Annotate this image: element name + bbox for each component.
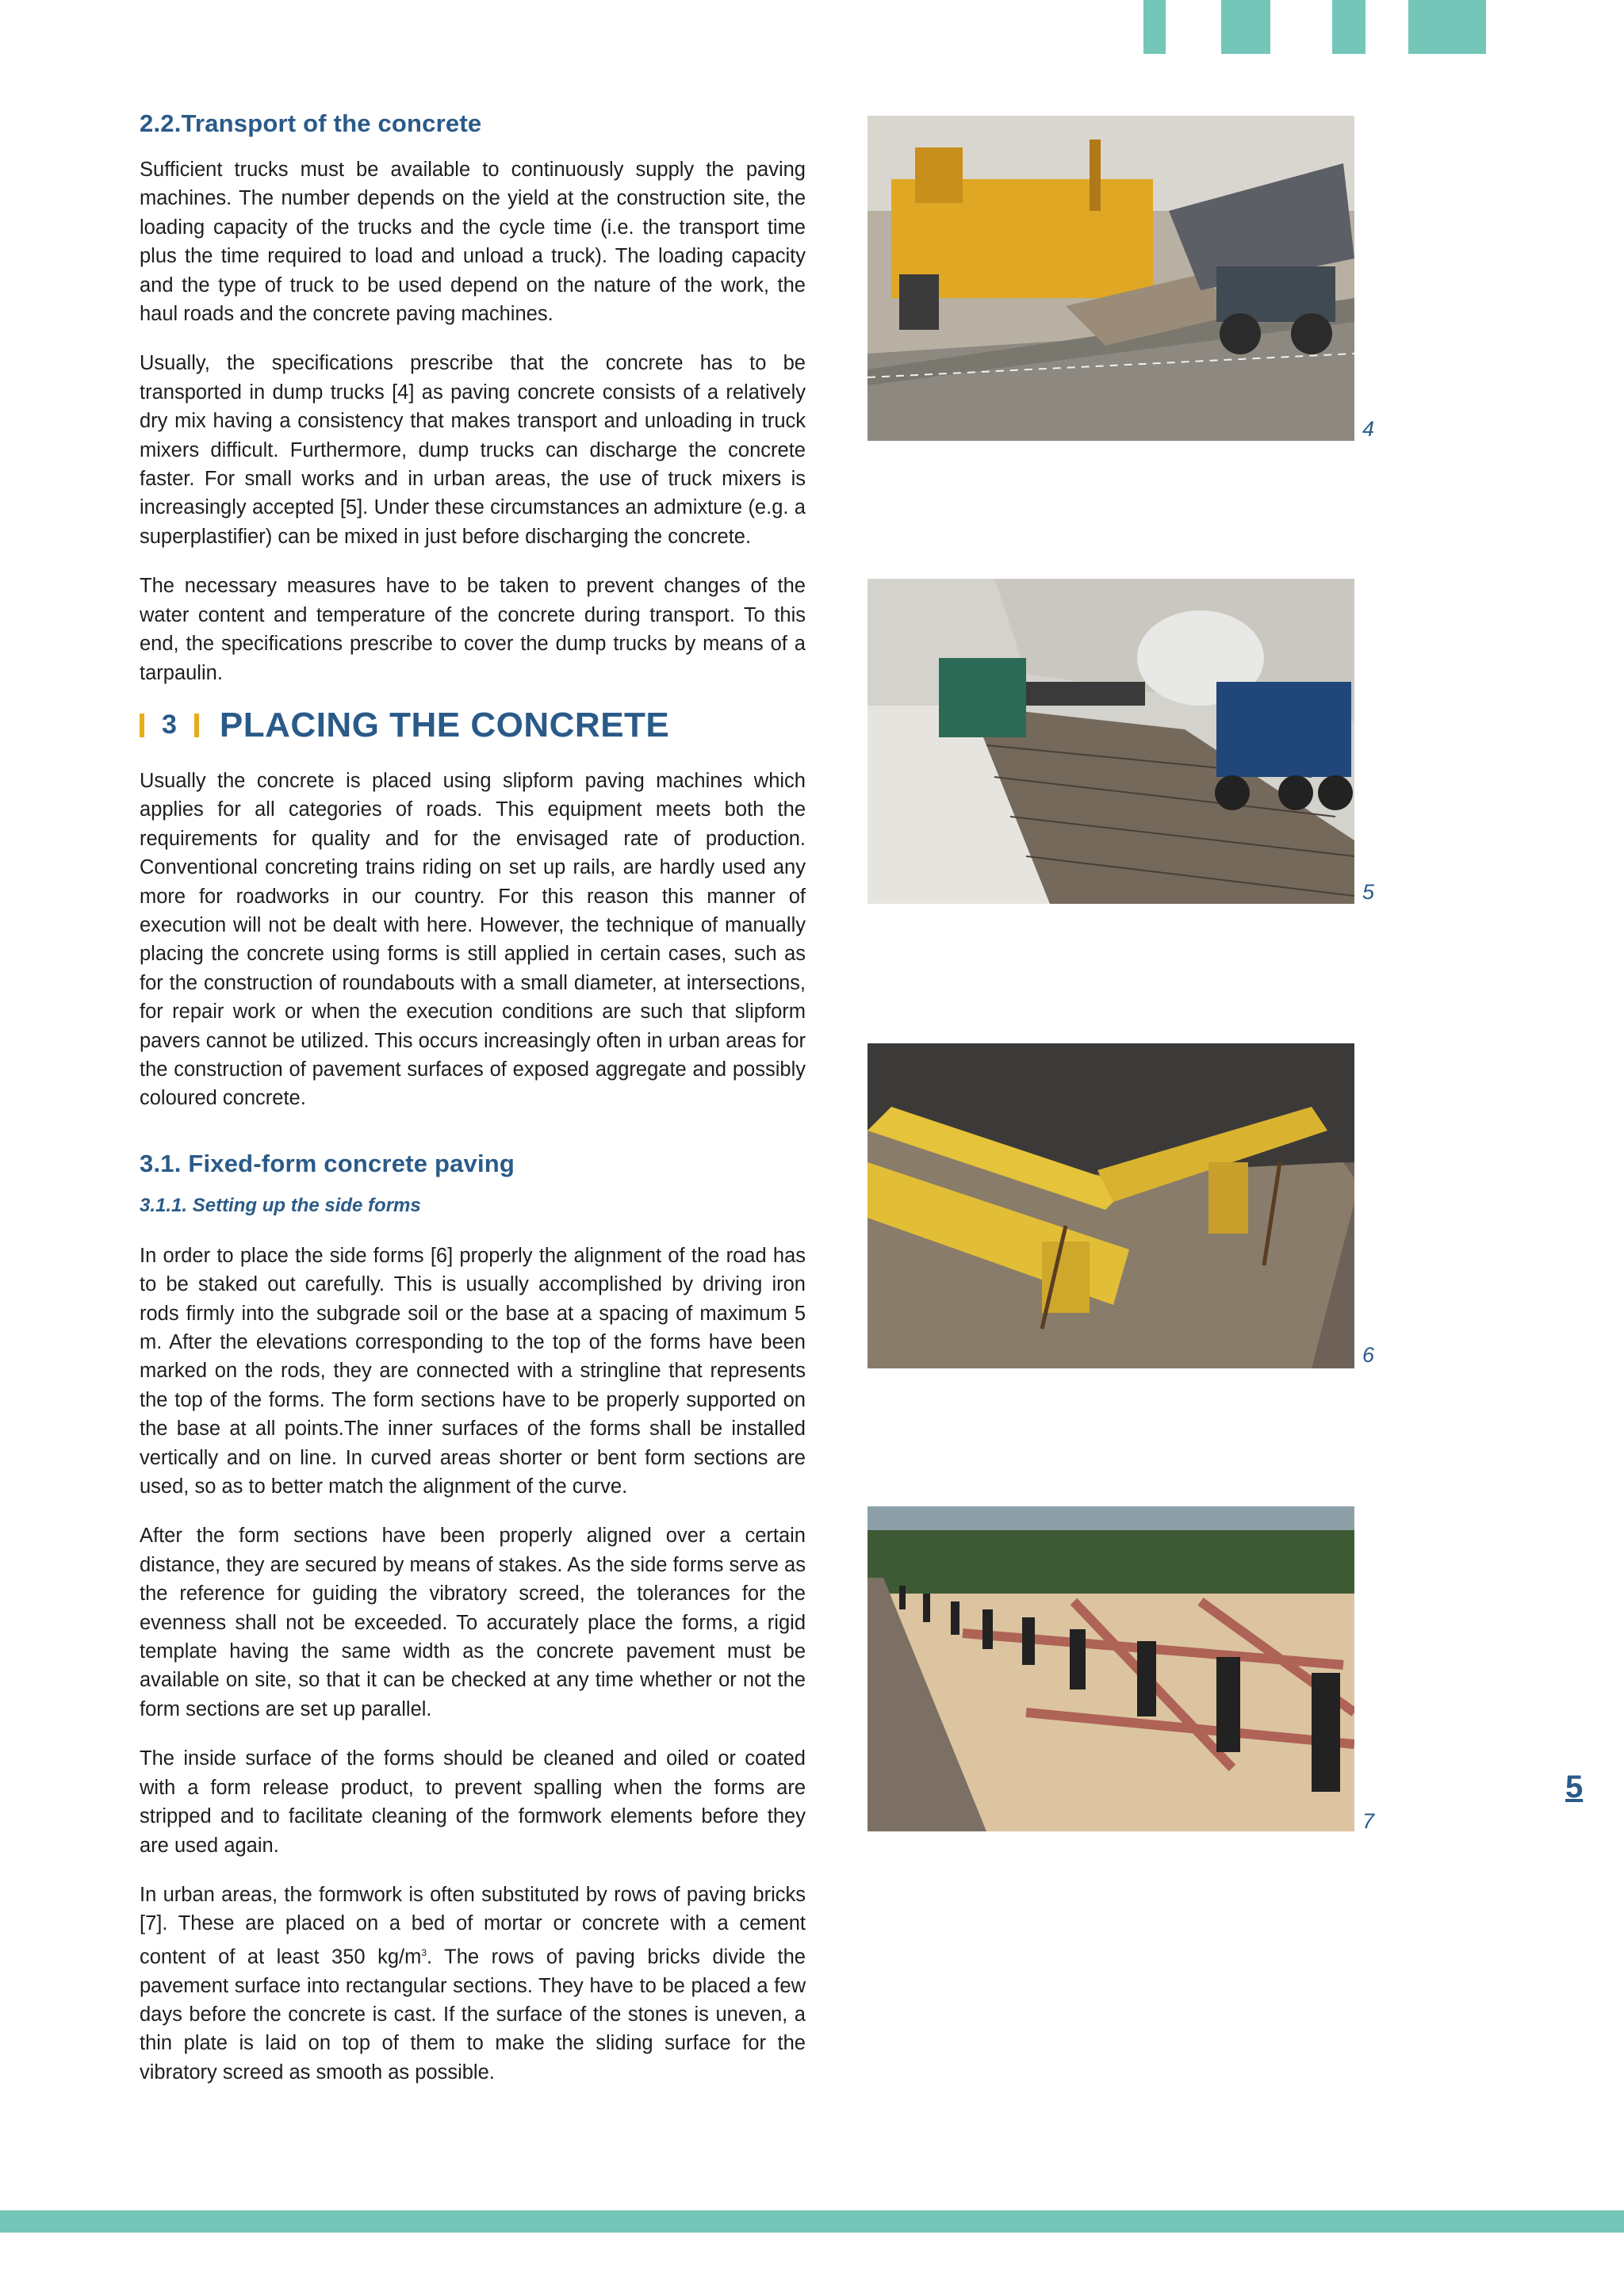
section-number: 3 — [162, 710, 177, 740]
photo-dump-truck-paver — [868, 116, 1354, 441]
top-decor-bar-3 — [1332, 0, 1365, 54]
figure-caption-6: 6 — [1362, 1343, 1375, 1367]
paragraph-2-2-1: Sufficient trucks must be available to continuously supply the paving machines. The number depends on the yield at the construction site, the loading capacity of the trucks and the cycle time (i.e. the transport time plus the time required to load and unload a truck). The loading capacity and the type of truck to be used depend on the nature of the work, the haul roads and the concrete paving machines. — [140, 159, 806, 326]
paragraph-2-2-2: Usually, the specifications prescribe that the concrete has to be transported in dump trucks [4] as paving concrete consists of a relatively dry mix having a consistency that makes transport and unloading in truck mixers difficult. Furthermore, dump trucks can discharge the concrete faster. For small works and in urban areas, the use of truck mixers is increasingly accepted [5]. Under these circumstances an admixture (e.g. a superplastifier) can be mixed in just before discharging the concrete. — [140, 352, 806, 548]
heading-3-1-1: 3.1.1. Setting up the side forms — [140, 1194, 421, 1216]
top-decor-bar-4 — [1408, 0, 1486, 54]
paragraph-3-1-3: The inside surface of the forms should be cleaned and oiled or coated with a form release product, to prevent spalling when the forms are stripped and to facilitate cleaning of the formwork elements before they are used again. — [140, 1747, 806, 1857]
main-text-column — [140, 108, 806, 2107]
photo-paving-bricks — [868, 1506, 1354, 1831]
section-bar-left — [140, 714, 144, 737]
photo-side-forms — [868, 1043, 1354, 1368]
paragraph-3-1-2: After the form sections have been properly aligned over a certain distance, they are secured by means of stakes. As the side forms serve as the reference for guiding the vibratory screed, the tolerances for the evenness shall not be exceeded. To accurately place the forms, a rigid template having the same width as the concrete pavement must be available on site, so that it can be checked at any time whether or not the form sections are set up parallel. — [140, 1525, 806, 1720]
section-bar-right — [194, 714, 199, 737]
paragraph-3-1: Usually the concrete is placed using slipform paving machines which applies for all categories of roads. This equipment meets both the requirements for quality and for the envisaged rate of production. Conventional concreting trains riding on set up rails, are hardly used any more for roadworks in our country. For this reason this manner of execution will not be dealt with here. However, the technique of manually placing the concrete using forms is still applied in certain cases, such as for the construction of roundabouts with a small diameter, at intersections, for repair work or when the execution conditions are such that slipform pavers cannot be utilized. This occurs increasingly often in urban areas for the construction of pavement surfaces of exposed aggregate and possibly coloured concrete. — [140, 769, 806, 1110]
paragraph-3-1-1: In order to place the side forms [6] properly the alignment of the road has to be staked out carefully. This is usually accomplished by driving iron rods firmly into the subgrade soil or the base at a spacing of maximum 5 m. After the elevations corresponding to the top of the forms have been marked on the rods, they are connected with a stringline that represents the top of the forms. The form sections have to be properly supported on the base at all points.The inner surfaces of the forms shall be installed vertically and on line. In curved areas shorter or bent form sections are used, so as to better match the alignment of the curve. — [140, 1244, 806, 1498]
top-decor-bar-2 — [1221, 0, 1270, 54]
superscript-3: 3 — [421, 1946, 427, 1958]
heading-2-2: 2.2.Transport of the concrete — [140, 109, 482, 137]
section-3-heading — [140, 705, 806, 744]
top-decor-bar-1 — [1143, 0, 1166, 54]
paragraph-3-1-4-part-1: In urban areas, the formwork is often substituted by rows of paving bricks [7]. These are placed on a bed of mortar or concrete with a cement content of at least 350 kg/m — [140, 1883, 806, 1969]
heading-3-1: 3.1. Fixed-form concrete paving — [140, 1149, 515, 1177]
photo-truck-mixer — [868, 579, 1354, 904]
section-title: PLACING THE CONCRETE — [219, 705, 670, 744]
bottom-decor-band — [0, 2210, 1624, 2233]
page-number: 5 — [1565, 1770, 1584, 1804]
paragraph-2-2-3: The necessary measures have to be taken to prevent changes of the water content and temperature of the concrete during transport. To this end, the specifications prescribe to cover the dump trucks by means of a tarpaulin. — [140, 575, 806, 684]
figure-caption-7: 7 — [1362, 1809, 1375, 1833]
figure-caption-4: 4 — [1362, 417, 1375, 441]
figure-caption-5: 5 — [1362, 880, 1375, 904]
paragraph-3-1-4-part-2: . The rows of paving bricks divide the pavement surface into rectangular sections. They have to be placed a few days before the concrete is cast. If the surface of the stones is uneven, a thin plate is laid on top of them to make the sliding surface for the vibratory screed as smooth as possible. — [140, 1946, 806, 2084]
paragraph-3-1-4 — [140, 1881, 806, 2087]
